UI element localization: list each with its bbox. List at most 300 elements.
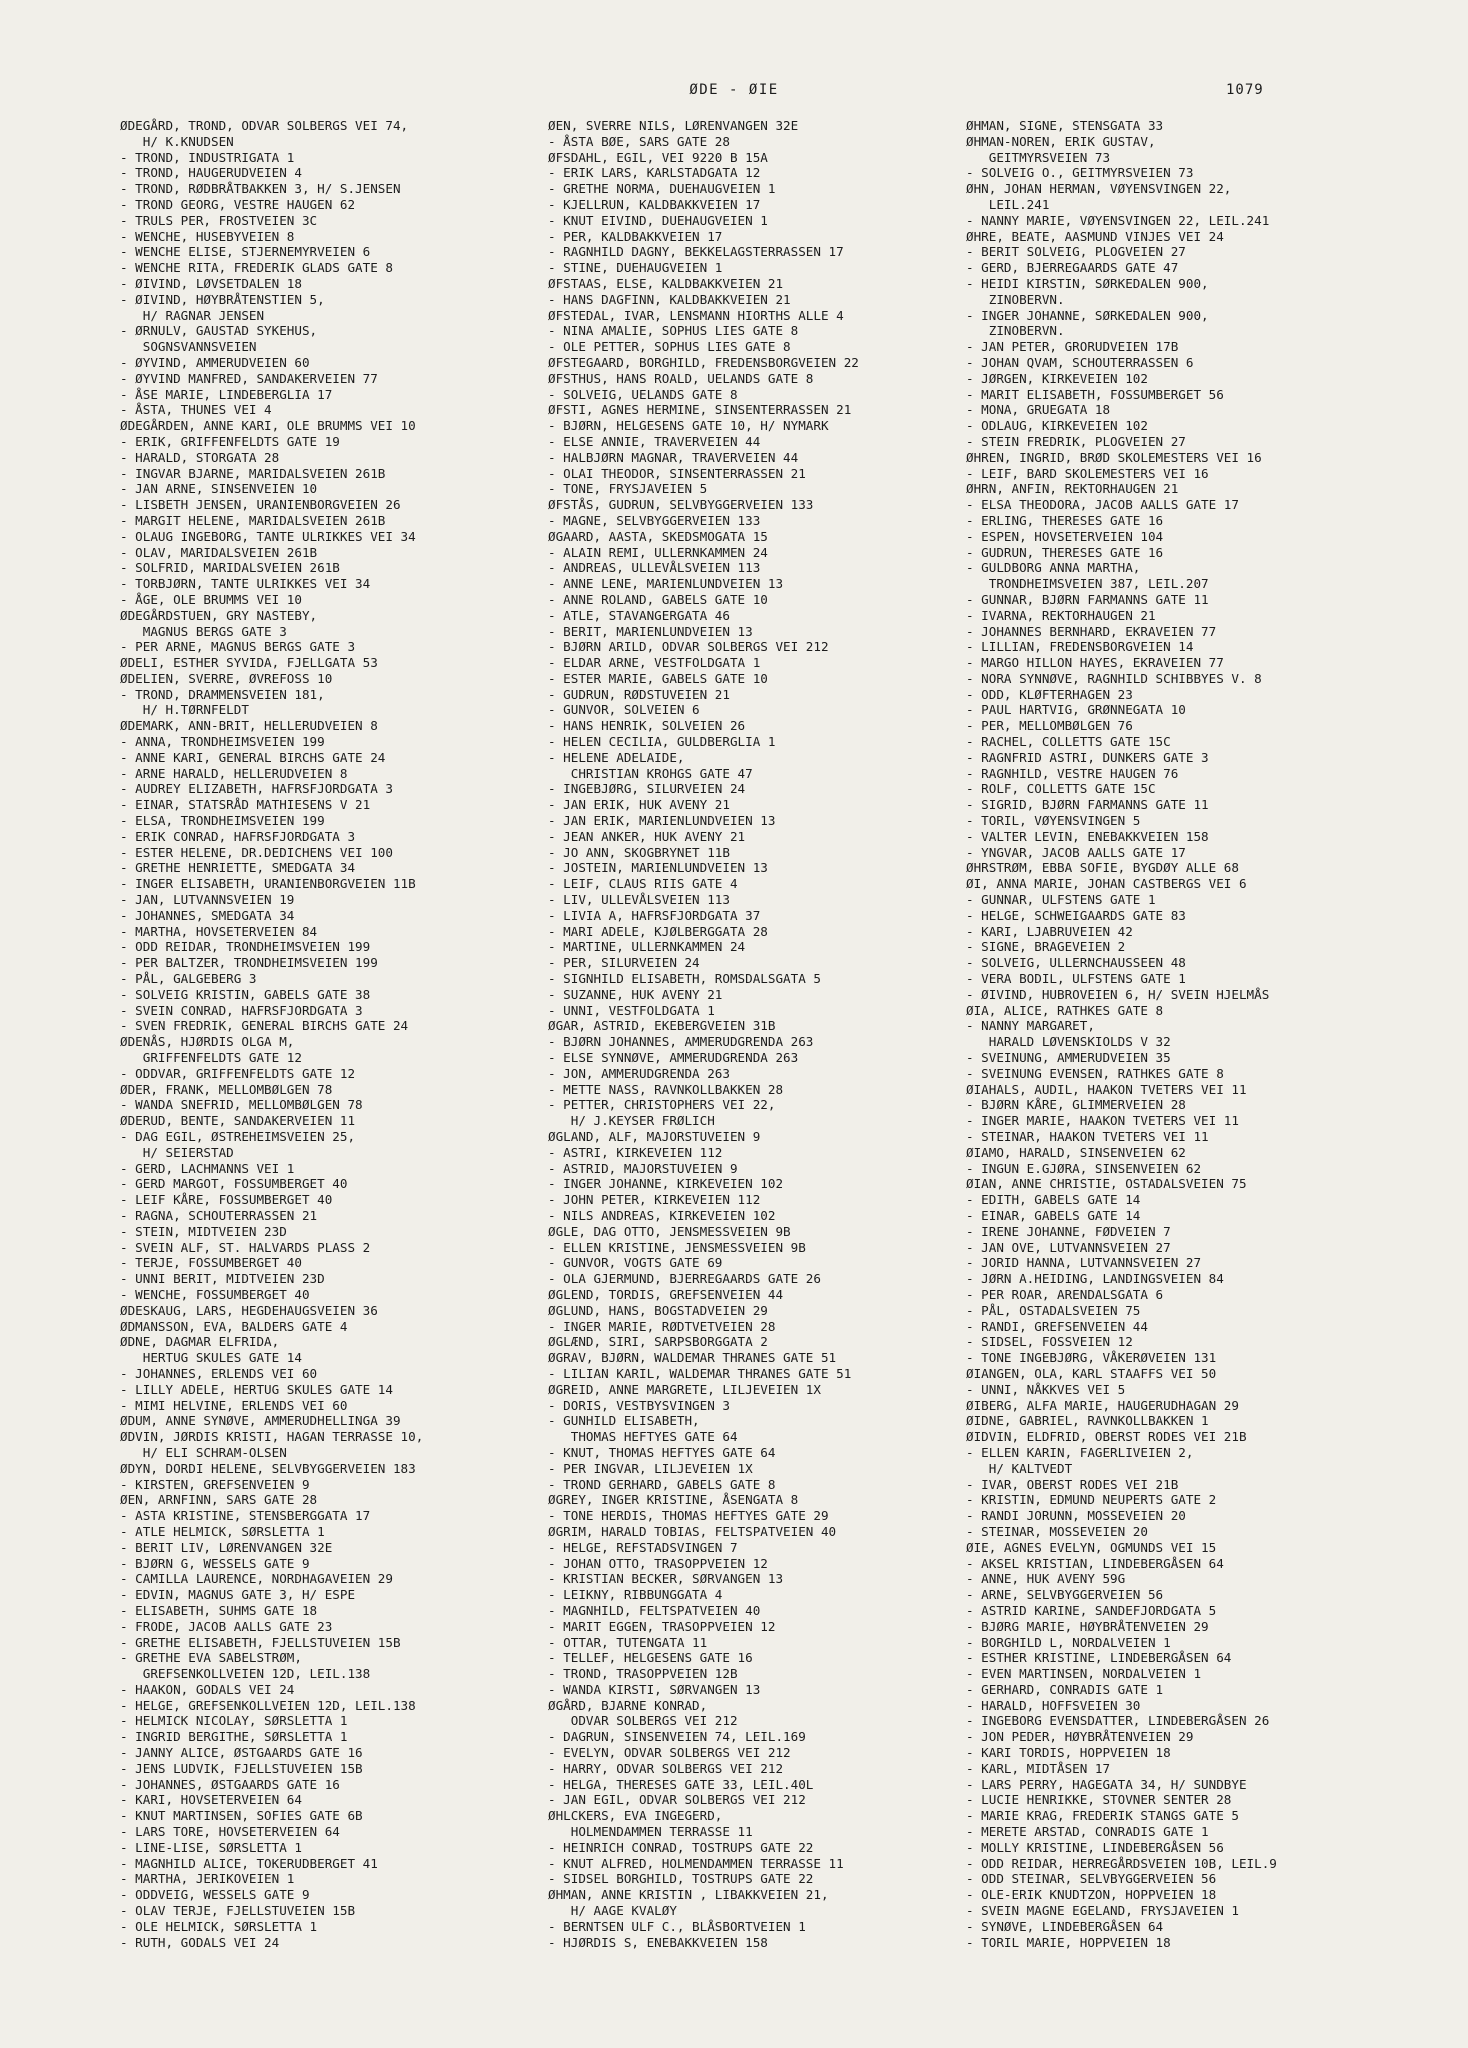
- directory-entry: ØGREID, ANNE MARGRETE, LILJEVEIEN 1X: [548, 1381, 821, 1397]
- directory-entry: - ELLEN KARIN, FAGERLIVEIEN 2,: [966, 1444, 1194, 1460]
- directory-entry: - STEINAR, HAAKON TVETERS VEI 11: [966, 1129, 1209, 1144]
- directory-entry: - LEIF, BARD SKOLEMESTERS VEI 16: [966, 465, 1209, 481]
- directory-entry: ØIBERG, ALFA MARIE, HAUGERUDHAGAN 29: [966, 1397, 1239, 1413]
- directory-entry: ØFSTÅS, GUDRUN, SELVBYGGERVEIEN 133: [548, 497, 814, 513]
- directory-entry: ØGLEND, TORDIS, GREFSENVEIEN 44: [548, 1286, 784, 1302]
- directory-entry: - ANNE LENE, MARIENLUNDVEIEN 13: [548, 576, 784, 592]
- directory-entry: - PÅL, OSTADALSVEIEN 75: [966, 1302, 1141, 1318]
- directory-entry: - KARI, LJABRUVEIEN 42: [966, 923, 1133, 939]
- directory-entry: ØIAHALS, AUDIL, HAAKON TVETERS VEI 11: [966, 1081, 1247, 1097]
- directory-entry: - INGER JOHANNE, KIRKEVEIEN 102: [548, 1176, 784, 1192]
- directory-entry: ØHRSTRØM, EBBA SOFIE, BYGDØY ALLE 68: [966, 860, 1239, 876]
- directory-entry: - ODLAUG, KIRKEVEIEN 102: [966, 418, 1148, 434]
- directory-entry: - IVAR, OBERST RODES VEI 21B: [966, 1476, 1179, 1492]
- directory-entry: - BERIT LIV, LØRENVANGEN 32E: [120, 1539, 333, 1555]
- directory-entry: - GRETHE HENRIETTE, SMEDGATA 34: [120, 860, 356, 876]
- directory-entry: - TONE INGEBJØRG, VÅKERØVEIEN 131: [966, 1350, 1217, 1366]
- directory-entry: - TROND GEORG, VESTRE HAUGEN 62: [120, 196, 356, 212]
- directory-entry: - ÅGE, OLE BRUMMS VEI 10: [120, 591, 302, 607]
- directory-entry: ØGLÆND, SIRI, SARPSBORGGATA 2: [548, 1334, 768, 1350]
- directory-entry: - OLE PETTER, SOPHUS LIES GATE 8: [548, 339, 791, 355]
- directory-entry: - INGER MARIE, RØDTVETVEIEN 28: [548, 1318, 776, 1334]
- directory-entry: GEITMYRSVEIEN 73: [966, 149, 1111, 165]
- directory-entry: - METTE NASS, RAVNKOLLBAKKEN 28: [548, 1081, 784, 1097]
- directory-entry: ØDERUD, BENTE, SANDAKERVEIEN 11: [120, 1113, 356, 1129]
- directory-entry: - UNNI, VESTFOLDGATA 1: [548, 1002, 715, 1018]
- directory-entry: - ÅSE MARIE, LINDEBERGLIA 17: [120, 386, 333, 402]
- directory-entry: - HELMICK NICOLAY, SØRSLETTA 1: [120, 1713, 348, 1729]
- directory-entry: - STEINAR, MOSSEVEIEN 20: [966, 1523, 1148, 1539]
- directory-entry: - ARNE, SELVBYGGERVEIEN 56: [966, 1587, 1164, 1603]
- directory-entry: - BJØRN KÅRE, GLIMMERVEIEN 28: [966, 1097, 1186, 1113]
- directory-entry: ØIAMO, HARALD, SINSENVEIEN 62: [966, 1144, 1186, 1160]
- directory-entry: - HELENE ADELAIDE,: [548, 749, 685, 765]
- directory-entry: - JO ANN, SKOGBRYNET 11B: [548, 844, 730, 860]
- directory-entry: - TRULS PER, FROSTVEIEN 3C: [120, 212, 318, 228]
- directory-entry: - RANDI JORUNN, MOSSEVEIEN 20: [966, 1508, 1186, 1524]
- directory-entry: - GUNNAR, BJØRN FARMANNS GATE 11: [966, 591, 1209, 607]
- directory-entry: - SVEIN MAGNE EGELAND, FRYSJAVEIEN 1: [966, 1903, 1239, 1919]
- directory-entry: - JAN EGIL, ODVAR SOLBERGS VEI 212: [548, 1792, 806, 1808]
- directory-entry: - GERD MARGOT, FOSSUMBERGET 40: [120, 1176, 348, 1192]
- directory-entry: - CAMILLA LAURENCE, NORDHAGAVEIEN 29: [120, 1571, 393, 1587]
- directory-entry: ØGRAV, BJØRN, WALDEMAR THRANES GATE 51: [548, 1350, 837, 1366]
- directory-entry: - GRETHE NORMA, DUEHAUGVEIEN 1: [548, 181, 776, 197]
- directory-entry: ØGÅRD, BJARNE KONRAD,: [548, 1697, 708, 1713]
- directory-entry: - INGUN E.GJØRA, SINSENVEIEN 62: [966, 1160, 1202, 1176]
- directory-entry: - BORGHILD L, NORDALVEIEN 1: [966, 1634, 1171, 1650]
- directory-entry: ØIANGEN, OLA, KARL STAAFFS VEI 50: [966, 1365, 1217, 1381]
- directory-entry: - WENCHE ELISE, STJERNEMYRVEIEN 6: [120, 244, 371, 260]
- directory-entry: - EDITH, GABELS GATE 14: [966, 1192, 1141, 1208]
- directory-entry: - IVARNA, REKTORHAUGEN 21: [966, 607, 1156, 623]
- directory-entry: - SOLFRID, MARIDALSVEIEN 261B: [120, 560, 340, 576]
- directory-entry: - TROND, RØDBRÅTBAKKEN 3, H/ S.JENSEN: [120, 181, 401, 197]
- directory-entry: ØIE, AGNES EVELYN, OGMUNDS VEI 15: [966, 1539, 1217, 1555]
- directory-entry: GREFSENKOLLVEIEN 12D, LEIL.138: [120, 1666, 371, 1682]
- directory-entry: - JAN ERIK, HUK AVENY 21: [548, 797, 730, 813]
- page-header: [0, 82, 1468, 102]
- directory-entry: - SUZANNE, HUK AVENY 21: [548, 986, 723, 1002]
- directory-entry: - LEIF, CLAUS RIIS GATE 4: [548, 876, 738, 892]
- directory-entry: - ANNE KARI, GENERAL BIRCHS GATE 24: [120, 749, 386, 765]
- directory-entry: - TORBJØRN, TANTE ULRIKKES VEI 34: [120, 576, 371, 592]
- directory-entry: MAGNUS BERGS GATE 3: [120, 623, 287, 639]
- directory-entry: - ALAIN REMI, ULLERNKAMMEN 24: [548, 544, 768, 560]
- directory-column-3: [966, 118, 1396, 1950]
- directory-entry: - MOLLY KRISTINE, LINDEBERGÅSEN 56: [966, 1839, 1224, 1855]
- directory-entry: - KARL, MIDTÅSEN 17: [966, 1760, 1111, 1776]
- directory-entry: - ESTHER KRISTINE, LINDEBERGÅSEN 64: [966, 1650, 1232, 1666]
- directory-entry: - HARALD, STORGATA 28: [120, 449, 280, 465]
- directory-entry: ØI, ANNA MARIE, JOHAN CASTBERGS VEI 6: [966, 876, 1247, 892]
- directory-entry: ØHLCKERS, EVA INGEGERD,: [548, 1808, 723, 1824]
- directory-entry: - TORIL, VØYENSVINGEN 5: [966, 813, 1141, 829]
- directory-entry: - STEIN FREDRIK, PLOGVEIEN 27: [966, 433, 1186, 449]
- page-title: ØDE - ØIE: [689, 82, 779, 98]
- directory-entry: - BJØRN ARILD, ODVAR SOLBERGS VEI 212: [548, 639, 829, 655]
- directory-entry: - KARI TORDIS, HOPPVEIEN 18: [966, 1745, 1171, 1761]
- directory-entry: - INGEBJØRG, SILURVEIEN 24: [548, 781, 746, 797]
- directory-entry: - PER ARNE, MAGNUS BERGS GATE 3: [120, 639, 356, 655]
- directory-entry: - HELGE, REFSTADSVINGEN 7: [548, 1539, 738, 1555]
- directory-entry: - TROND, TRASOPPVEIEN 12B: [548, 1666, 738, 1682]
- directory-entry: - EDVIN, MAGNUS GATE 3, H/ ESPE: [120, 1587, 356, 1603]
- directory-entry: - HELGE, SCHWEIGAARDS GATE 83: [966, 907, 1186, 923]
- directory-entry: - EVEN MARTINSEN, NORDALVEIEN 1: [966, 1666, 1202, 1682]
- directory-entry: - JENS LUDVIK, FJELLSTUVEIEN 15B: [120, 1760, 363, 1776]
- directory-entry: - ERIK, GRIFFENFELDTS GATE 19: [120, 433, 340, 449]
- directory-entry: - MAGNHILD, FELTSPATVEIEN 40: [548, 1602, 761, 1618]
- directory-entry: - ARNE HARALD, HELLERUDVEIEN 8: [120, 765, 348, 781]
- directory-entry: - EINAR, STATSRÅD MATHIESENS V 21: [120, 797, 371, 813]
- directory-entry: - JOSTEIN, MARIENLUNDVEIEN 13: [548, 860, 768, 876]
- directory-entry: ØDEGÅRDEN, ANNE KARI, OLE BRUMMS VEI 10: [120, 418, 416, 434]
- directory-entry: ØDER, FRANK, MELLOMBØLGEN 78: [120, 1081, 333, 1097]
- directory-entry: - TROND, INDUSTRIGATA 1: [120, 149, 295, 165]
- directory-entry: - SOLVEIG KRISTIN, GABELS GATE 38: [120, 986, 371, 1002]
- directory-entry: - SVEINUNG, AMMERUDVEIEN 35: [966, 1050, 1171, 1066]
- directory-entry: - SOLVEIG, ULLERNCHAUSSEEN 48: [966, 955, 1186, 971]
- directory-entry: - JOHANNES, ØSTGAARDS GATE 16: [120, 1776, 340, 1792]
- directory-entry: - ØYVIND MANFRED, SANDAKERVEIEN 77: [120, 370, 378, 386]
- directory-entry: - SIGRID, BJØRN FARMANNS GATE 11: [966, 797, 1209, 813]
- directory-entry: - LARS PERRY, HAGEGATA 34, H/ SUNDBYE: [966, 1776, 1247, 1792]
- directory-entry: - AUDREY ELIZABETH, HAFRSFJORDGATA 3: [120, 781, 393, 797]
- directory-entry: - JAN ARNE, SINSENVEIEN 10: [120, 481, 318, 497]
- directory-entry: - INGRID BERGITHE, SØRSLETTA 1: [120, 1729, 348, 1745]
- directory-entry: - MARIT ELISABETH, FOSSUMBERGET 56: [966, 386, 1224, 402]
- directory-entry: - STEIN, MIDTVEIEN 23D: [120, 1223, 287, 1239]
- directory-entry: - ELSA THEODORA, JACOB AALLS GATE 17: [966, 497, 1239, 513]
- directory-entry: - INGER JOHANNE, SØRKEDALEN 900,: [966, 307, 1209, 323]
- directory-entry: - ODD, KLØFTERHAGEN 23: [966, 686, 1133, 702]
- directory-entry: - MARTINE, ULLERNKAMMEN 24: [548, 939, 746, 955]
- directory-entry: - ANNE ROLAND, GABELS GATE 10: [548, 591, 768, 607]
- directory-entry: - BERIT SOLVEIG, PLOGVEIEN 27: [966, 244, 1186, 260]
- directory-entry: - MARIT EGGEN, TRASOPPVEIEN 12: [548, 1618, 776, 1634]
- directory-entry: ØHREN, INGRID, BRØD SKOLEMESTERS VEI 16: [966, 449, 1262, 465]
- directory-entry: - ODDVEIG, WESSELS GATE 9: [120, 1887, 310, 1903]
- directory-entry: - GERD, BJERREGAARDS GATE 47: [966, 260, 1179, 276]
- directory-entry: - RAGNHILD DAGNY, BEKKELAGSTERRASSEN 17: [548, 244, 844, 260]
- directory-entry: - BJØRN G, WESSELS GATE 9: [120, 1555, 310, 1571]
- directory-entry: - ASTA KRISTINE, STENSBERGGATA 17: [120, 1508, 371, 1524]
- directory-entry: - SVEIN CONRAD, HAFRSFJORDGATA 3: [120, 1002, 363, 1018]
- directory-entry: - PETTER, CHRISTOPHERS VEI 22,: [548, 1097, 776, 1113]
- directory-entry: - KIRSTEN, GREFSENVEIEN 9: [120, 1476, 310, 1492]
- directory-entry: - WENCHE RITA, FREDERIK GLADS GATE 8: [120, 260, 393, 276]
- directory-entry: - ELLEN KRISTINE, JENSMESSVEIEN 9B: [548, 1239, 806, 1255]
- directory-entry: H/ SEIERSTAD: [120, 1144, 234, 1160]
- directory-entry: - OLA GJERMUND, BJERREGAARDS GATE 26: [548, 1271, 821, 1287]
- directory-entry: - OLAV TERJE, FJELLSTUVEIEN 15B: [120, 1903, 356, 1919]
- directory-entry: - PAUL HARTVIG, GRØNNEGATA 10: [966, 702, 1186, 718]
- directory-entry: - JAN ERIK, MARIENLUNDVEIEN 13: [548, 813, 776, 829]
- directory-entry: - PER ROAR, ARENDALSGATA 6: [966, 1286, 1164, 1302]
- directory-column-2: [548, 118, 978, 1950]
- directory-entry: - RACHEL, COLLETTS GATE 15C: [966, 734, 1171, 750]
- directory-entry: - JAN PETER, GRORUDVEIEN 17B: [966, 339, 1179, 355]
- directory-entry: ØEN, ARNFINN, SARS GATE 28: [120, 1492, 318, 1508]
- directory-entry: - ESPEN, HOVSETERVEIEN 104: [966, 528, 1164, 544]
- directory-entry: - LEIKNY, RIBBUNGGATA 4: [548, 1587, 723, 1603]
- directory-entry: - GERHARD, CONRADIS GATE 1: [966, 1681, 1164, 1697]
- directory-entry: - MARIE KRAG, FREDERIK STANGS GATE 5: [966, 1808, 1239, 1824]
- page-number: 1079: [1226, 82, 1264, 98]
- directory-entry: - KRISTIN, EDMUND NEUPERTS GATE 2: [966, 1492, 1217, 1508]
- directory-entry: - OLE-ERIK KNUDTZON, HOPPVEIEN 18: [966, 1887, 1217, 1903]
- directory-entry: - HELGE, GREFSENKOLLVEIEN 12D, LEIL.138: [120, 1697, 416, 1713]
- directory-entry: - HAAKON, GODALS VEI 24: [120, 1681, 295, 1697]
- directory-entry: - NANNY MARIE, VØYENSVINGEN 22, LEIL.241: [966, 212, 1270, 228]
- directory-entry: - AKSEL KRISTIAN, LINDEBERGÅSEN 64: [966, 1555, 1224, 1571]
- directory-entry: - UNNI BERIT, MIDTVEIEN 23D: [120, 1271, 325, 1287]
- directory-entry: - MARI ADELE, KJØLBERGGATA 28: [548, 923, 768, 939]
- directory-entry: - PER, KALDBAKKVEIEN 17: [548, 228, 723, 244]
- directory-entry: - LILLIAN, FREDENSBORGVEIEN 14: [966, 639, 1194, 655]
- directory-entry: - GRETHE ELISABETH, FJELLSTUVEIEN 15B: [120, 1634, 401, 1650]
- directory-entry: - SIDSEL, FOSSVEIEN 12: [966, 1334, 1133, 1350]
- directory-entry: ØDYN, DORDI HELENE, SELVBYGGERVEIEN 183: [120, 1460, 416, 1476]
- directory-entry: ØFSTHUS, HANS ROALD, UELANDS GATE 8: [548, 370, 814, 386]
- directory-entry: - JØRN A.HEIDING, LANDINGSVEIEN 84: [966, 1271, 1224, 1287]
- directory-entry: ØFSDAHL, EGIL, VEI 9220 B 15A: [548, 149, 768, 165]
- directory-entry: - BJØRN, HELGESENS GATE 10, H/ NYMARK: [548, 418, 829, 434]
- directory-entry: - SIGNE, BRAGEVEIEN 2: [966, 939, 1126, 955]
- directory-entry: - KRISTIAN BECKER, SØRVANGEN 13: [548, 1571, 784, 1587]
- directory-entry: - YNGVAR, JACOB AALLS GATE 17: [966, 844, 1186, 860]
- directory-entry: ØDELIEN, SVERRE, ØVREFOSS 10: [120, 670, 333, 686]
- directory-entry: - LIV, ULLEVÅLSVEIEN 113: [548, 892, 730, 908]
- directory-entry: - LUCIE HENRIKKE, STOVNER SENTER 28: [966, 1792, 1232, 1808]
- directory-entry: - HANS HENRIK, SOLVEIEN 26: [548, 718, 746, 734]
- directory-entry: - JORID HANNA, LUTVANNSVEIEN 27: [966, 1255, 1202, 1271]
- directory-entry: ØIDVIN, ELDFRID, OBERST RODES VEI 21B: [966, 1429, 1247, 1445]
- directory-entry: CHRISTIAN KROHGS GATE 47: [548, 765, 753, 781]
- directory-entry: - ODD REIDAR, TRONDHEIMSVEIEN 199: [120, 939, 371, 955]
- directory-entry: - KJELLRUN, KALDBAKKVEIEN 17: [548, 196, 761, 212]
- directory-entry: ØFSTI, AGNES HERMINE, SINSENTERRASSEN 21: [548, 402, 852, 418]
- directory-entry: - WANDA SNEFRID, MELLOMBØLGEN 78: [120, 1097, 363, 1113]
- directory-entry: - ODD REIDAR, HERREGÅRDSVEIEN 10B, LEIL.9: [966, 1855, 1277, 1871]
- directory-entry: ØFSTAAS, ELSE, KALDBAKKVEIEN 21: [548, 275, 784, 291]
- directory-entry: - ÅSTA BØE, SARS GATE 28: [548, 133, 730, 149]
- directory-entry: - GUNVOR, VOGTS GATE 69: [548, 1255, 723, 1271]
- directory-entry: - INGER MARIE, HAAKON TVETERS VEI 11: [966, 1113, 1239, 1129]
- directory-entry: - ERIK LARS, KARLSTADGATA 12: [548, 165, 761, 181]
- directory-entry: - TROND GERHARD, GABELS GATE 8: [548, 1476, 776, 1492]
- directory-entry: - WANDA KIRSTI, SØRVANGEN 13: [548, 1681, 761, 1697]
- directory-entry: ØHMAN-NOREN, ERIK GUSTAV,: [966, 133, 1156, 149]
- directory-entry: - STINE, DUEHAUGVEIEN 1: [548, 260, 723, 276]
- directory-entry: - PER BALTZER, TRONDHEIMSVEIEN 199: [120, 955, 378, 971]
- directory-entry: - JON, AMMERUDGRENDA 263: [548, 1065, 730, 1081]
- directory-entry: ØDEGÅRD, TROND, ODVAR SOLBERGS VEI 74,: [120, 118, 409, 133]
- directory-entry: - INGEBORG EVENSDATTER, LINDEBERGÅSEN 26: [966, 1713, 1270, 1729]
- directory-entry: - WENCHE, FOSSUMBERGET 40: [120, 1286, 310, 1302]
- directory-entry: GRIFFENFELDTS GATE 12: [120, 1050, 302, 1066]
- directory-entry: - HANS DAGFINN, KALDBAKKVEIEN 21: [548, 291, 791, 307]
- directory-entry: - IRENE JOHANNE, FØDVEIEN 7: [966, 1223, 1171, 1239]
- directory-entry: SOGNSVANNSVEIEN: [120, 339, 257, 355]
- directory-entry: - LIVIA A, HAFRSFJORDGATA 37: [548, 907, 761, 923]
- directory-entry: - LINE-LISE, SØRSLETTA 1: [120, 1839, 302, 1855]
- directory-entry: - BERNTSEN ULF C., BLÅSBORTVEIEN 1: [548, 1918, 806, 1934]
- directory-entry: - SOLVEIG O., GEITMYRSVEIEN 73: [966, 165, 1194, 181]
- directory-entry: - KNUT ALFRED, HOLMENDAMMEN TERRASSE 11: [548, 1855, 844, 1871]
- directory-entry: - GULDBORG ANNA MARTHA,: [966, 560, 1141, 576]
- directory-entry: - JAN OVE, LUTVANNSVEIEN 27: [966, 1239, 1171, 1255]
- directory-entry: - RAGNFRID ASTRI, DUNKERS GATE 3: [966, 749, 1209, 765]
- directory-entry: - JEAN ANKER, HUK AVENY 21: [548, 828, 746, 844]
- directory-entry: H/ KALTVEDT: [966, 1460, 1073, 1476]
- directory-entry: ØHMAN, SIGNE, STENSGATA 33: [966, 118, 1164, 133]
- directory-entry: - HEINRICH CONRAD, TOSTRUPS GATE 22: [548, 1839, 814, 1855]
- directory-entry: ØDUM, ANNE SYNØVE, AMMERUDHELLINGA 39: [120, 1413, 401, 1429]
- directory-entry: - NILS ANDREAS, KIRKEVEIEN 102: [548, 1207, 776, 1223]
- directory-entry: - RAGNHILD, VESTRE HAUGEN 76: [966, 765, 1179, 781]
- directory-entry: - OLE HELMICK, SØRSLETTA 1: [120, 1918, 318, 1934]
- directory-entry: - ASTRID KARINE, SANDEFJORDGATA 5: [966, 1602, 1217, 1618]
- directory-entry: - ROLF, COLLETTS GATE 15C: [966, 781, 1156, 797]
- directory-entry: ØFSTEGAARD, BORGHILD, FREDENSBORGVEIEN 22: [548, 354, 859, 370]
- directory-entry: - ELSE ANNIE, TRAVERVEIEN 44: [548, 433, 761, 449]
- directory-entry: - ELISABETH, SUHMS GATE 18: [120, 1602, 318, 1618]
- directory-entry: - HELEN CECILIA, GULDBERGLIA 1: [548, 734, 776, 750]
- directory-entry: ØHN, JOHAN HERMAN, VØYENSVINGEN 22,: [966, 181, 1232, 197]
- directory-entry: - TONE HERDIS, THOMAS HEFTYES GATE 29: [548, 1508, 829, 1524]
- directory-entry: - LILLY ADELE, HERTUG SKULES GATE 14: [120, 1381, 393, 1397]
- directory-entry: - GUNVOR, SOLVEIEN 6: [548, 702, 700, 718]
- directory-entry: - MARGO HILLON HAYES, EKRAVEIEN 77: [966, 655, 1224, 671]
- directory-entry: - SYNØVE, LINDEBERGÅSEN 64: [966, 1918, 1164, 1934]
- directory-entry: H/ AAGE KVALØY: [548, 1903, 677, 1919]
- directory-entry: - MONA, GRUEGATA 18: [966, 402, 1111, 418]
- directory-entry: - SOLVEIG, UELANDS GATE 8: [548, 386, 738, 402]
- directory-entry: - MIMI HELVINE, ERLENDS VEI 60: [120, 1397, 348, 1413]
- directory-entry: - ODD STEINAR, SELVBYGGERVEIEN 56: [966, 1871, 1217, 1887]
- directory-entry: - NANNY MARGARET,: [966, 1018, 1095, 1034]
- directory-entry: - ØYVIND, AMMERUDVEIEN 60: [120, 354, 310, 370]
- directory-entry: ØDEMARK, ANN-BRIT, HELLERUDVEIEN 8: [120, 718, 378, 734]
- directory-entry: - JOHANNES BERNHARD, EKRAVEIEN 77: [966, 623, 1217, 639]
- directory-entry: - ØIVIND, LØVSETDALEN 18: [120, 275, 302, 291]
- directory-entry: - PER, MELLOMBØLGEN 76: [966, 718, 1133, 734]
- directory-entry: THOMAS HEFTYES GATE 64: [548, 1429, 738, 1445]
- directory-entry: - BERIT, MARIENLUNDVEIEN 13: [548, 623, 753, 639]
- directory-entry: - DORIS, VESTBYSVINGEN 3: [548, 1397, 730, 1413]
- directory-entry: TRONDHEIMSVEIEN 387, LEIL.207: [966, 576, 1209, 592]
- directory-entry: - EINAR, GABELS GATE 14: [966, 1207, 1141, 1223]
- directory-entry: - JOHN PETER, KIRKEVEIEN 112: [548, 1192, 761, 1208]
- directory-entry: H/ RAGNAR JENSEN: [120, 307, 265, 323]
- directory-entry: - HEIDI KIRSTIN, SØRKEDALEN 900,: [966, 275, 1209, 291]
- directory-entry: ØGLAND, ALF, MAJORSTUVEIEN 9: [548, 1129, 761, 1144]
- directory-entry: - PER, SILURVEIEN 24: [548, 955, 700, 971]
- directory-entry: - RAGNA, SCHOUTERRASSEN 21: [120, 1207, 318, 1223]
- directory-entry: - NINA AMALIE, SOPHUS LIES GATE 8: [548, 323, 799, 339]
- directory-entry: - KARI, HOVSETERVEIEN 64: [120, 1792, 302, 1808]
- directory-entry: - OLAV, MARIDALSVEIEN 261B: [120, 544, 318, 560]
- directory-entry: - ØIVIND, HØYBRÅTENSTIEN 5,: [120, 291, 325, 307]
- directory-entry: - UNNI, NÅKKVES VEI 5: [966, 1381, 1126, 1397]
- directory-entry: H/ K.KNUDSEN: [120, 133, 234, 149]
- directory-entry: - JOHANNES, ERLENDS VEI 60: [120, 1365, 318, 1381]
- directory-entry: - ANNE, HUK AVENY 59G: [966, 1571, 1126, 1587]
- directory-entry: - LISBETH JENSEN, URANIENBORGVEIEN 26: [120, 497, 401, 513]
- directory-entry: HOLMENDAMMEN TERRASSE 11: [548, 1824, 753, 1840]
- directory-entry: - HARALD, HOFFSVEIEN 30: [966, 1697, 1141, 1713]
- directory-entry: - GUDRUN, RØDSTUVEIEN 21: [548, 686, 730, 702]
- directory-entry: - GUNHILD ELISABETH,: [548, 1413, 700, 1429]
- directory-entry: - PÅL, GALGEBERG 3: [120, 971, 257, 987]
- directory-entry: - LEIF KÅRE, FOSSUMBERGET 40: [120, 1192, 333, 1208]
- directory-entry: ØIDNE, GABRIEL, RAVNKOLLBAKKEN 1: [966, 1413, 1209, 1429]
- directory-entry: - GERD, LACHMANNS VEI 1: [120, 1160, 295, 1176]
- directory-entry: - OLAUG INGEBORG, TANTE ULRIKKES VEI 34: [120, 528, 416, 544]
- directory-entry: ØDELI, ESTHER SYVIDA, FJELLGATA 53: [120, 655, 378, 671]
- directory-entry: - ERLING, THERESES GATE 16: [966, 512, 1164, 528]
- directory-entry: - DAGRUN, SINSENVEIEN 74, LEIL.169: [548, 1729, 806, 1745]
- directory-entry: - MARGIT HELENE, MARIDALSVEIEN 261B: [120, 512, 386, 528]
- directory-entry: - BJØRG MARIE, HØYBRÅTENVEIEN 29: [966, 1618, 1209, 1634]
- directory-entry: - HELGA, THERESES GATE 33, LEIL.40L: [548, 1776, 814, 1792]
- directory-entry: ØGRIM, HARALD TOBIAS, FELTSPATVEIEN 40: [548, 1523, 837, 1539]
- directory-entry: - GUDRUN, THERESES GATE 16: [966, 544, 1164, 560]
- directory-entry: - MERETE ARSTAD, CONRADIS GATE 1: [966, 1824, 1209, 1840]
- directory-entry: - ESTER MARIE, GABELS GATE 10: [548, 670, 768, 686]
- directory-entry: H/ J.KEYSER FRØLICH: [548, 1113, 715, 1129]
- directory-entry: - INGVAR BJARNE, MARIDALSVEIEN 261B: [120, 465, 386, 481]
- directory-entry: - FRODE, JACOB AALLS GATE 23: [120, 1618, 333, 1634]
- directory-entry: - ASTRI, KIRKEVEIEN 112: [548, 1144, 723, 1160]
- directory-entry: - ERIK CONRAD, HAFRSFJORDGATA 3: [120, 828, 356, 844]
- directory-entry: ØIA, ALICE, RATHKES GATE 8: [966, 1002, 1164, 1018]
- directory-entry: - HALBJØRN MAGNAR, TRAVERVEIEN 44: [548, 449, 799, 465]
- directory-entry: - MARTHA, HOVSETERVEIEN 84: [120, 923, 318, 939]
- directory-entry: ZINOBERVN.: [966, 291, 1065, 307]
- directory-entry: ODVAR SOLBERGS VEI 212: [548, 1713, 738, 1729]
- directory-entry: - SVEIN ALF, ST. HALVARDS PLASS 2: [120, 1239, 371, 1255]
- directory-entry: - PER INGVAR, LILJEVEIEN 1X: [548, 1460, 753, 1476]
- directory-entry: - ELSA, TRONDHEIMSVEIEN 199: [120, 813, 325, 829]
- directory-entry: - ANDREAS, ULLEVÅLSVEIEN 113: [548, 560, 761, 576]
- directory-entry: ØFSTEDAL, IVAR, LENSMANN HIORTHS ALLE 4: [548, 307, 844, 323]
- directory-entry: - ESTER HELENE, DR.DEDICHENS VEI 100: [120, 844, 393, 860]
- directory-entry: - OLAI THEODOR, SINSENTERRASSEN 21: [548, 465, 806, 481]
- directory-entry: - OTTAR, TUTENGATA 11: [548, 1634, 708, 1650]
- directory-entry: ØDVIN, JØRDIS KRISTI, HAGAN TERRASSE 10,: [120, 1429, 424, 1445]
- directory-entry: ØDENÅS, HJØRDIS OLGA M,: [120, 1034, 295, 1050]
- directory-entry: - LARS TORE, HOVSETERVEIEN 64: [120, 1824, 340, 1840]
- directory-entry: ØDNE, DAGMAR ELFRIDA,: [120, 1334, 280, 1350]
- directory-entry: - ANNA, TRONDHEIMSVEIEN 199: [120, 734, 325, 750]
- directory-entry: ØDMANSSON, EVA, BALDERS GATE 4: [120, 1318, 348, 1334]
- directory-entry: - DAG EGIL, ØSTREHEIMSVEIEN 25,: [120, 1129, 356, 1144]
- directory-entry: - ODDVAR, GRIFFENFELDTS GATE 12: [120, 1065, 356, 1081]
- directory-entry: - SIGNHILD ELISABETH, ROMSDALSGATA 5: [548, 971, 821, 987]
- directory-entry: - JOHAN QVAM, SCHOUTERRASSEN 6: [966, 354, 1194, 370]
- directory-entry: ØEN, SVERRE NILS, LØRENVANGEN 32E: [548, 118, 799, 133]
- directory-entry: - ATLE HELMICK, SØRSLETTA 1: [120, 1523, 325, 1539]
- directory-entry: - JON PEDER, HØYBRÅTENVEIEN 29: [966, 1729, 1194, 1745]
- directory-entry: - ØRNULV, GAUSTAD SYKEHUS,: [120, 323, 318, 339]
- directory-entry: - VALTER LEVIN, ENEBAKKVEIEN 158: [966, 828, 1209, 844]
- directory-entry: - MARTHA, JERIKOVEIEN 1: [120, 1871, 295, 1887]
- directory-entry: - HARRY, ODVAR SOLBERGS VEI 212: [548, 1760, 784, 1776]
- directory-entry: - TORIL MARIE, HOPPVEIEN 18: [966, 1934, 1171, 1950]
